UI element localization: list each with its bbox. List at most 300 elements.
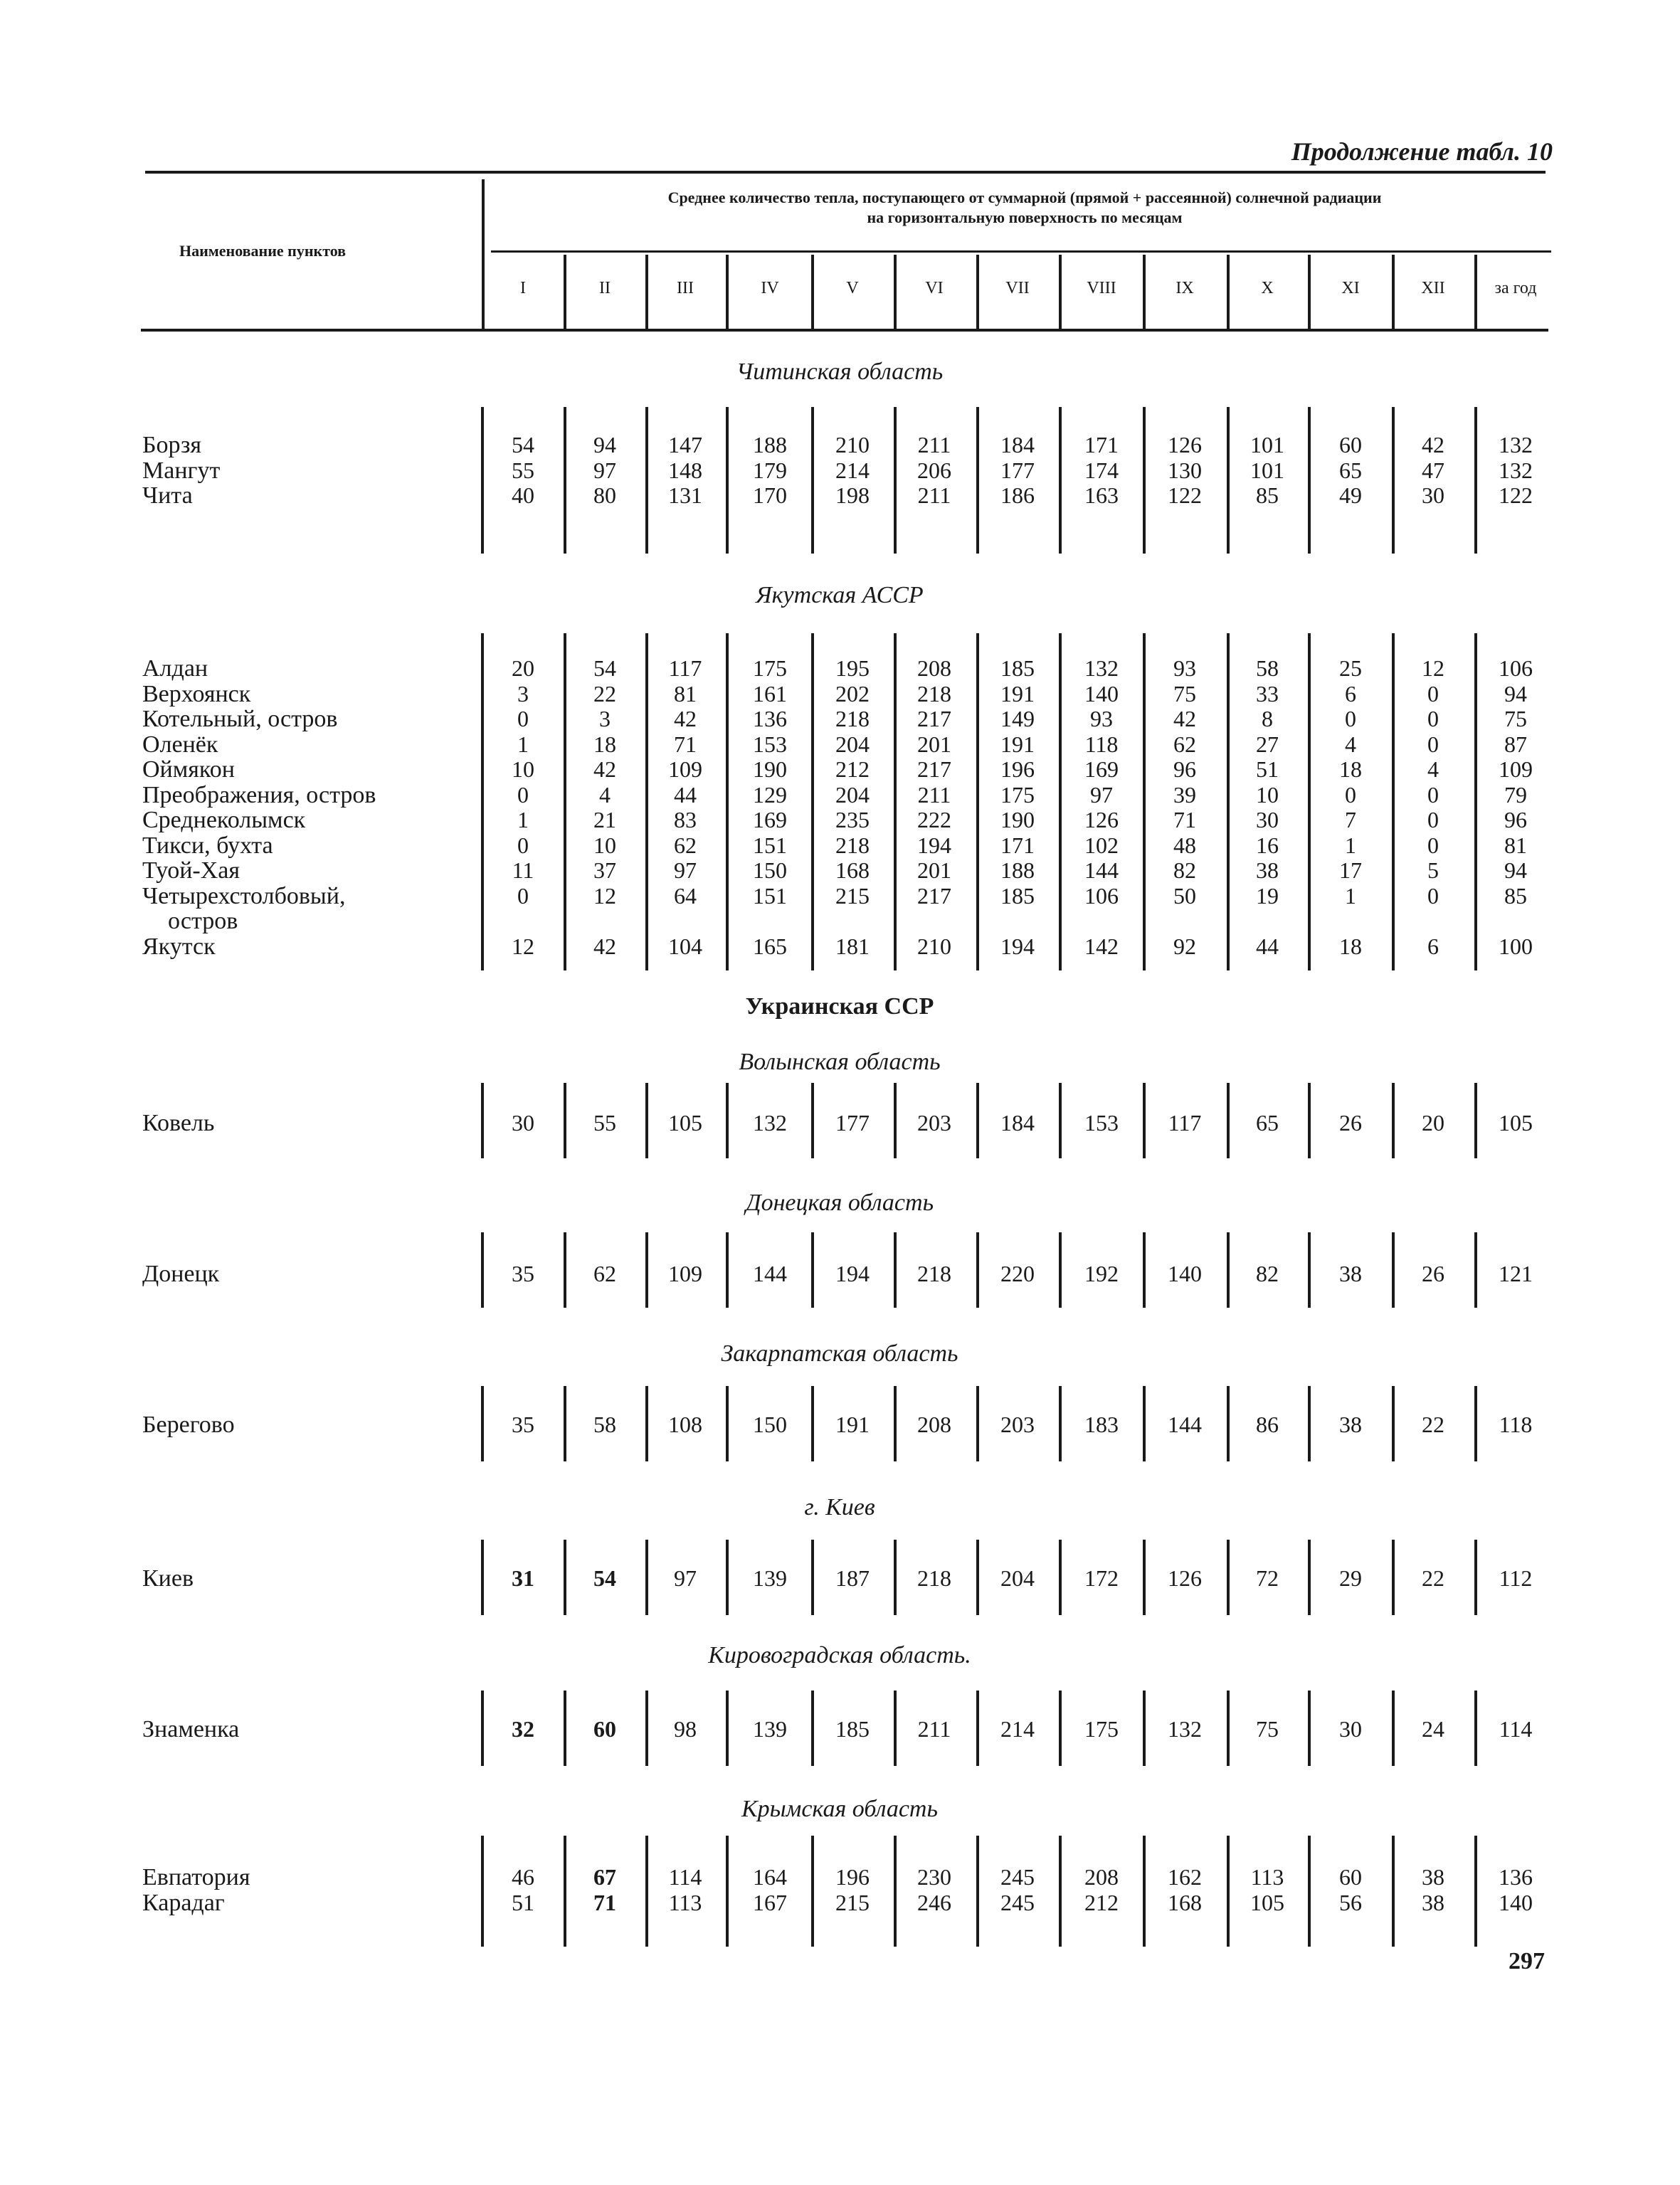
table-cell: 42 [593,933,616,959]
table-cell: 206 [917,457,951,483]
header-column-divider [564,255,566,329]
table-cell: 32 [512,1716,534,1742]
column-divider [1308,633,1311,970]
column-divider [1227,1836,1230,1947]
table-cell: 112 [1499,1565,1533,1591]
column-divider [1308,1540,1311,1615]
table-cell: 44 [1256,933,1279,959]
column-header: VIII [1087,279,1116,297]
table-cell: 87 [1504,731,1527,757]
table-cell: 12 [1422,655,1444,681]
table-cell: 81 [674,680,697,707]
table-cell: 18 [593,731,616,757]
table-cell: 26 [1339,1110,1362,1136]
table-cell: 201 [917,857,951,883]
table-cell: 0 [1427,832,1439,858]
table-cell: 203 [1000,1412,1035,1437]
column-divider [726,633,729,970]
column-divider [1143,633,1146,970]
column-divider [894,1540,897,1615]
column-divider [1474,633,1477,970]
column-divider [1227,1386,1230,1461]
header-column-divider [811,255,814,329]
table-cell: 75 [1173,680,1196,707]
table-cell: 210 [835,432,870,457]
table-cell: 35 [512,1412,534,1437]
table-cell: 218 [835,706,870,731]
table-cell: 35 [512,1261,534,1286]
column-divider [894,1691,897,1766]
region-heading: Закарпатская область [721,1340,958,1367]
table-cell: 96 [1173,756,1196,782]
column-divider [1392,1386,1395,1461]
column-divider [1392,407,1395,554]
table-cell: 20 [512,655,534,681]
table-cell: 222 [917,807,951,832]
column-divider [726,1836,729,1947]
table-cell: 214 [835,457,870,483]
table-cell: 60 [1339,432,1362,457]
table-cell: 144 [753,1261,787,1286]
region-heading: Волынская область [739,1049,941,1075]
column-divider [1143,1540,1146,1615]
table-cell: 169 [753,807,787,832]
stub-header: Наименование пунктов [179,242,347,260]
table-cell: 129 [753,781,787,808]
table-cell: 136 [753,706,787,731]
column-divider [811,1232,814,1308]
table-cell: 0 [517,706,529,731]
table-cell: 24 [1422,1716,1444,1742]
table-cell: 175 [1000,781,1035,808]
table-cell: 148 [668,457,702,483]
table-cell: 217 [917,706,951,731]
table-cell: 16 [1256,832,1279,858]
table-cell: 126 [1168,1565,1202,1591]
table-cell: 104 [668,933,702,959]
republic-heading: Украинская ССР [745,993,934,1020]
table-cell: 92 [1173,933,1196,959]
column-divider [481,407,484,554]
table-cell: 46 [512,1864,534,1890]
region-heading: Донецкая область [745,1190,934,1216]
column-group-header-line1: Среднее количество тепла, поступающего от суммарной (прямой + рассеянной) солнечной радиации [667,189,1382,206]
station-name: Борзя [142,432,202,458]
table-cell: 230 [917,1864,951,1890]
column-divider [481,633,484,970]
table-cell: 47 [1422,457,1444,483]
column-divider [645,1386,648,1461]
table-cell: 65 [1256,1110,1279,1136]
region-heading: г. Киев [804,1494,875,1520]
station-name: Оленёк [142,731,218,758]
table-cell: 204 [835,781,870,808]
column-divider [1392,1836,1395,1947]
table-cell: 190 [753,756,787,782]
table-cell: 10 [1256,781,1279,808]
column-divider [1474,1386,1477,1461]
header-bottom-rule [141,329,1548,332]
column-divider [976,1540,979,1615]
table-cell: 60 [593,1716,616,1742]
table-cell: 188 [753,432,787,457]
table-cell: 117 [668,655,702,681]
table-cell: 18 [1339,756,1362,782]
column-header: IV [761,279,779,297]
table-cell: 118 [1084,731,1119,757]
column-divider [1474,1232,1477,1308]
table-cell: 118 [1499,1412,1533,1437]
table-cell: 183 [1084,1412,1119,1437]
table-cell: 64 [674,882,697,909]
column-divider [1308,407,1311,554]
table-cell: 12 [593,882,616,909]
column-divider [564,1083,566,1158]
table-cell: 51 [1256,756,1279,782]
column-divider [1227,1540,1230,1615]
table-cell: 4 [1427,756,1439,782]
header-group-rule [491,250,1551,253]
station-name: Киев [142,1565,194,1592]
column-divider [1143,407,1146,554]
column-divider [1227,1691,1230,1766]
column-divider [1227,407,1230,554]
table-cell: 11 [512,857,534,883]
table-cell: 54 [593,1565,616,1591]
table-cell: 192 [1084,1261,1119,1286]
table-cell: 211 [917,432,951,457]
column-divider [726,1540,729,1615]
station-name: Ковель [142,1110,215,1136]
table-cell: 81 [1504,832,1527,858]
table-cell: 184 [1000,432,1035,457]
table-cell: 198 [835,482,870,508]
station-name: Оймякон [142,756,235,783]
table-cell: 0 [1427,781,1439,808]
table-cell: 113 [668,1889,702,1915]
table-cell: 139 [753,1565,787,1591]
table-cell: 4 [1345,731,1356,757]
table-cell: 6 [1427,933,1439,959]
table-cell: 62 [674,832,697,858]
table-cell: 217 [917,882,951,909]
table-cell: 210 [917,933,951,959]
table-cell: 185 [1000,882,1035,909]
table-cell: 97 [593,457,616,483]
column-divider [481,1386,484,1461]
table-cell: 147 [668,432,702,457]
table-cell: 22 [1422,1565,1444,1591]
table-cell: 245 [1000,1864,1035,1890]
column-divider [1392,1083,1395,1158]
table-cell: 187 [835,1565,870,1591]
table-cell: 195 [835,655,870,681]
column-divider [976,633,979,970]
station-name: Четырехстолбовый, [142,882,346,909]
column-divider [481,1232,484,1308]
table-cell: 170 [753,482,787,508]
column-divider [726,1386,729,1461]
column-divider [645,1540,648,1615]
table-cell: 105 [668,1110,702,1136]
table-cell: 202 [835,680,870,707]
table-cell: 38 [1422,1889,1444,1915]
column-divider [481,1083,484,1158]
column-divider [645,1083,648,1158]
station-name: Алдан [142,655,208,682]
column-header: III [677,279,694,297]
column-divider [1227,633,1230,970]
table-cell: 167 [753,1889,787,1915]
table-cell: 211 [917,781,951,808]
table-cell: 191 [1000,731,1035,757]
table-cell: 101 [1250,457,1284,483]
table-cell: 79 [1504,781,1527,808]
column-divider [1059,1836,1062,1947]
table-cell: 191 [1000,680,1035,707]
table-cell: 162 [1168,1864,1202,1890]
table-cell: 196 [835,1864,870,1890]
header-column-divider [1308,255,1311,329]
table-cell: 139 [753,1716,787,1742]
table-cell: 131 [668,482,702,508]
table-cell: 5 [1427,857,1439,883]
table-cell: 109 [668,756,702,782]
table-cell: 1 [1345,882,1356,909]
column-divider [811,1836,814,1947]
table-cell: 215 [835,1889,870,1915]
column-divider [1059,1232,1062,1308]
table-cell: 218 [835,832,870,858]
column-divider [894,633,897,970]
column-divider [564,633,566,970]
column-divider [894,1232,897,1308]
table-top-rule [145,171,1546,174]
table-cell: 72 [1256,1565,1279,1591]
table-cell: 102 [1084,832,1119,858]
column-divider [1392,1232,1395,1308]
table-cell: 191 [835,1412,870,1437]
column-divider [1392,1540,1395,1615]
table-cell: 55 [512,457,534,483]
column-divider [1308,1232,1311,1308]
table-cell: 140 [1168,1261,1202,1286]
header-column-divider [726,255,729,329]
table-cell: 75 [1504,706,1527,731]
table-cell: 30 [1422,482,1444,508]
table-cell: 105 [1250,1889,1284,1915]
column-divider [1227,1232,1230,1308]
column-divider [894,1083,897,1158]
table-cell: 26 [1422,1261,1444,1286]
table-cell: 109 [1499,756,1533,782]
column-divider [645,633,648,970]
table-cell: 31 [512,1565,534,1591]
table-cell: 100 [1499,933,1533,959]
table-cell: 140 [1084,680,1119,707]
table-cell: 12 [512,933,534,959]
header-column-divider [976,255,979,329]
table-cell: 151 [753,882,787,909]
table-cell: 168 [835,857,870,883]
table-cell: 245 [1000,1889,1035,1915]
station-name: Чита [142,482,193,509]
column-divider [1474,1836,1477,1947]
table-cell: 80 [593,482,616,508]
table-cell: 203 [917,1110,951,1136]
table-cell: 20 [1422,1110,1444,1136]
table-cell: 174 [1084,457,1119,483]
table-cell: 62 [1173,731,1196,757]
table-cell: 82 [1256,1261,1279,1286]
table-cell: 179 [753,457,787,483]
table-cell: 1 [517,807,529,832]
column-header: XI [1341,279,1360,297]
table-cell: 181 [835,933,870,959]
table-cell: 208 [917,655,951,681]
column-divider [481,1540,484,1615]
table-cell: 175 [753,655,787,681]
column-divider [564,407,566,554]
table-cell: 121 [1499,1261,1533,1286]
station-name: Берегово [142,1412,235,1438]
column-header: VI [925,279,944,297]
table-cell: 144 [1168,1412,1202,1437]
region-heading: Читинская область [736,359,944,385]
table-cell: 106 [1084,882,1119,909]
table-cell: 196 [1000,756,1035,782]
table-cell: 93 [1173,655,1196,681]
column-divider [1308,1386,1311,1461]
table-cell: 10 [593,832,616,858]
table-cell: 122 [1168,482,1202,508]
table-cell: 168 [1168,1889,1202,1915]
table-cell: 3 [517,680,529,707]
table-cell: 42 [1173,706,1196,731]
table-cell: 17 [1339,857,1362,883]
column-divider [1227,1083,1230,1158]
table-cell: 204 [835,731,870,757]
table-cell: 62 [593,1261,616,1286]
table-cell: 0 [1427,731,1439,757]
table-cell: 0 [1427,807,1439,832]
column-divider [1143,1691,1146,1766]
table-cell: 4 [599,781,611,808]
column-divider [1392,1691,1395,1766]
table-cell: 49 [1339,482,1362,508]
table-cell: 220 [1000,1261,1035,1286]
column-divider [1059,1691,1062,1766]
column-divider [1059,407,1062,554]
column-divider [811,407,814,554]
station-name: Якутск [142,933,216,960]
table-cell: 42 [674,706,697,731]
table-cell: 85 [1504,882,1527,909]
column-divider [1059,1083,1062,1158]
table-cell: 38 [1422,1864,1444,1890]
table-cell: 149 [1000,706,1035,731]
table-cell: 208 [917,1412,951,1437]
table-cell: 235 [835,807,870,832]
table-cell: 185 [835,1716,870,1742]
column-divider [645,407,648,554]
table-cell: 150 [753,857,787,883]
region-heading: Якутская АССР [756,582,924,608]
table-cell: 218 [917,1261,951,1286]
table-cell: 54 [512,432,534,457]
header-column-divider [645,255,648,329]
column-divider [1474,1083,1477,1158]
station-name: Знаменка [142,1716,240,1742]
column-header: V [846,279,859,297]
table-cell: 132 [1499,457,1533,483]
table-cell: 27 [1256,731,1279,757]
column-divider [564,1540,566,1615]
table-cell: 42 [593,756,616,782]
table-cell: 29 [1339,1565,1362,1591]
table-cell: 185 [1000,655,1035,681]
table-cell: 30 [1339,1716,1362,1742]
column-divider [1143,1083,1146,1158]
table-cell: 122 [1499,482,1533,508]
table-cell: 86 [1256,1412,1279,1437]
table-cell: 117 [1168,1110,1202,1136]
table-cell: 3 [599,706,611,731]
column-header: XII [1421,279,1445,297]
column-divider [564,1836,566,1947]
header-column-divider [894,255,897,329]
table-cell: 38 [1339,1412,1362,1437]
table-cell: 144 [1084,857,1119,883]
column-header: I [520,279,526,297]
column-divider [645,1232,648,1308]
column-divider [564,1691,566,1766]
table-cell: 175 [1084,1716,1119,1742]
column-divider [1059,633,1062,970]
table-cell: 58 [593,1412,616,1437]
column-group-header-line2: на горизонтальную поверхность по месяцам [867,208,1183,226]
table-cell: 142 [1084,933,1119,959]
column-divider [1143,1232,1146,1308]
table-cell: 215 [835,882,870,909]
table-cell: 94 [1504,857,1527,883]
table-cell: 101 [1250,432,1284,457]
table-cell: 164 [753,1864,787,1890]
table-cell: 190 [1000,807,1035,832]
table-cell: 171 [1084,432,1119,457]
station-name-continuation: остров [168,908,238,934]
column-divider [976,1691,979,1766]
table-cell: 105 [1499,1110,1533,1136]
table-cell: 212 [1084,1889,1119,1915]
table-cell: 0 [517,781,529,808]
table-cell: 208 [1084,1864,1119,1890]
table-cell: 39 [1173,781,1196,808]
table-cell: 126 [1084,807,1119,832]
column-divider [894,1386,897,1461]
table-cell: 18 [1339,933,1362,959]
column-divider [811,1540,814,1615]
column-divider [1059,1386,1062,1461]
station-name: Тикси, бухта [142,832,273,859]
column-header: VII [1005,279,1030,297]
table-cell: 37 [593,857,616,883]
table-cell: 0 [1427,706,1439,731]
column-divider [645,1691,648,1766]
table-cell: 56 [1339,1889,1362,1915]
column-header: II [599,279,611,297]
column-divider [1143,1836,1146,1947]
